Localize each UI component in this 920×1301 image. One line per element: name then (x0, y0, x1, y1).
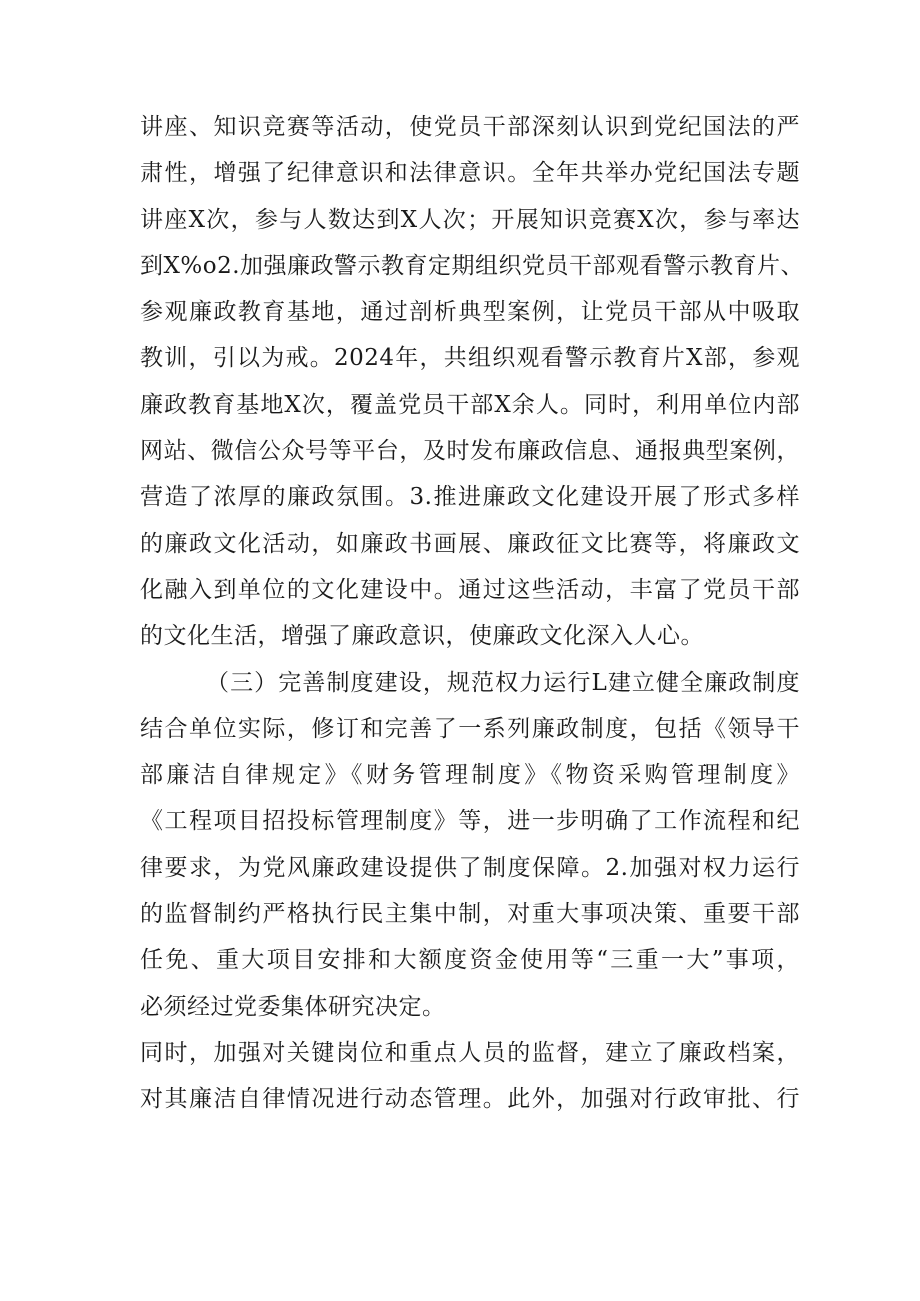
section-heading-line: （三）完善制度建设，规范权力运行L建立健全廉政制度 (206, 669, 800, 696)
text-line: 讲座X次，参与人数达到X人次；开展知识竞赛X次，参与率达 (140, 206, 800, 233)
text-line: 结合单位实际，修订和完善了一系列廉政制度，包括《领导干 (140, 715, 800, 742)
text-line: 任免、重大项目安排和大额度资金使用等“三重一大”事项， (140, 947, 800, 974)
text-line: 教训，引以为戒。2024年，共组织观看警示教育片X部，参观 (140, 345, 800, 372)
text-line: 到X%o2.加强廉政警示教育定期组织党员干部观看警示教育片、 (140, 252, 805, 279)
text-line: 的监督制约严格执行民主集中制，对重大事项决策、重要干部 (140, 901, 800, 928)
text-line: 肃性，增强了纪律意识和法律意识。全年共举办党纪国法专题 (140, 160, 800, 187)
text-line: 《工程项目招投标管理制度》等，进一步明确了工作流程和纪 (140, 808, 800, 835)
document-body (140, 104, 805, 1123)
text-line: 同时，加强对关键岗位和重点人员的监督，建立了廉政档案， (140, 1039, 800, 1066)
text-line: 网站、微信公众号等平台，及时发布廉政信息、通报典型案例， (140, 438, 800, 465)
text-line: 参观廉政教育基地，通过剖析典型案例，让党员干部从中吸取 (140, 299, 800, 326)
text-line: 的廉政文化活动，如廉政书画展、廉政征文比赛等，将廉政文 (140, 530, 800, 557)
text-line: 部廉洁自律规定》《财务管理制度》《物资采购管理制度》 (140, 762, 800, 789)
text-line: 对其廉洁自律情况进行动态管理。此外，加强对行政审批、行 (140, 1086, 800, 1113)
text-line: 化融入到单位的文化建设中。通过这些活动，丰富了党员干部 (140, 576, 800, 603)
text-line: 讲座、知识竞赛等活动，使党员干部深刻认识到党纪国法的严 (140, 114, 800, 140)
text-line: 廉政教育基地X次，覆盖党员干部X余人。同时，利用单位内部 (140, 391, 800, 418)
text-line: 必须经过党委集体研究决定。 (140, 993, 446, 1020)
text-line: 的文化生活，增强了廉政意识，使廉政文化深入人心。 (140, 623, 704, 650)
text-line: 营造了浓厚的廉政氛围。3.推进廉政文化建设开展了形式多样 (140, 484, 800, 511)
text-line: 律要求，为党风廉政建设提供了制度保障。2.加强对权力运行 (140, 854, 800, 881)
